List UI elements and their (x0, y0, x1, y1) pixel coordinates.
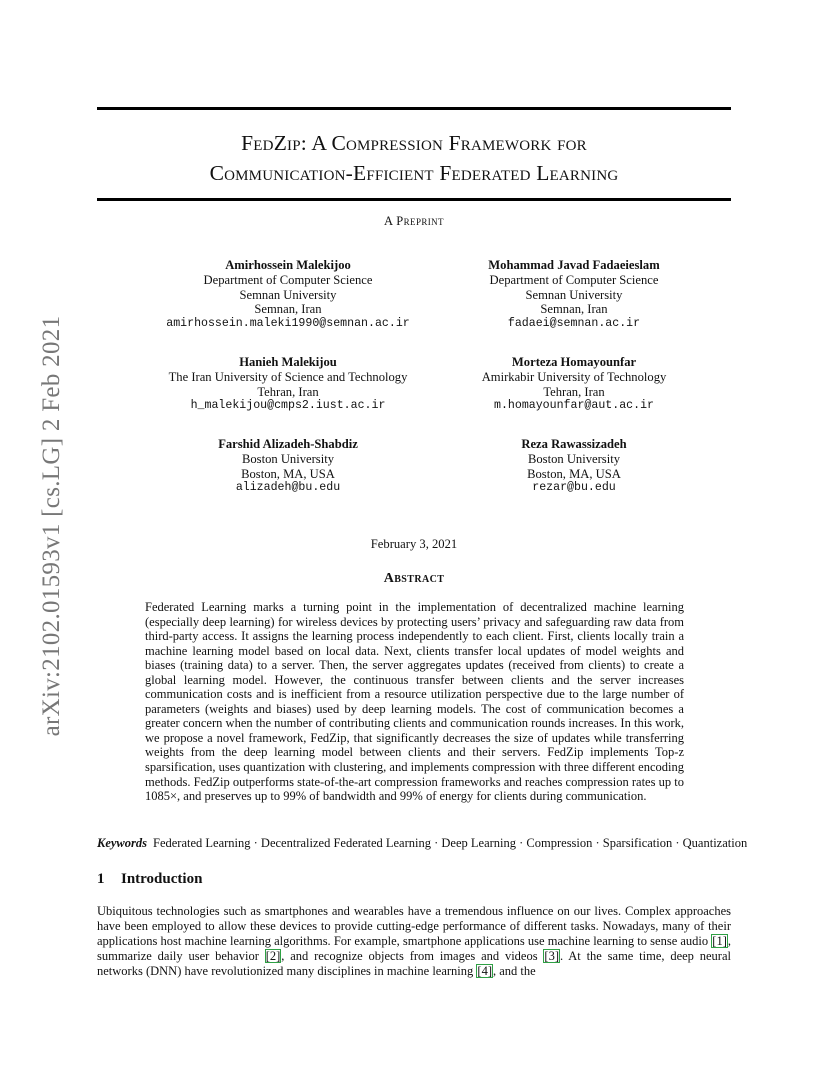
keywords-label: Keywords (97, 836, 147, 850)
author-affiliation: Boston, MA, USA (241, 466, 335, 481)
author-affiliation: Semnan University (239, 287, 337, 302)
author-email: rezar@bu.edu (532, 481, 616, 495)
title-line-2: Communication-Efficient Federated Learning (209, 161, 619, 185)
author-affiliation: Semnan, Iran (254, 302, 322, 317)
arxiv-sidebar-stamp: arXiv:2102.01593v1 [cs.LG] 2 Feb 2021 (38, 315, 65, 737)
author-email: h_malekijou@cmps2.iust.ac.ir (190, 399, 386, 413)
citation-link[interactable]: [4] (477, 964, 492, 978)
author-block-4 (414, 355, 734, 414)
title-top-rule (97, 107, 731, 110)
section-number: 1 (97, 871, 105, 887)
author-name: Morteza Homayounfar (511, 355, 637, 369)
author-affiliation: Semnan, Iran (540, 302, 608, 317)
abstract-heading: Abstract (383, 571, 445, 586)
intro-text: , and the (493, 964, 536, 978)
paper-date: February 3, 2021 (370, 537, 458, 551)
citation-link[interactable]: [2] (265, 949, 281, 963)
author-block-3 (128, 355, 448, 414)
keywords-line (97, 836, 748, 851)
author-name: Farshid Alizadeh-Shabdiz (218, 437, 358, 451)
author-affiliation: Department of Computer Science (203, 272, 373, 287)
author-affiliation: Department of Computer Science (489, 272, 659, 287)
section-title: Introduction (121, 871, 203, 887)
preprint-label: A Preprint (384, 214, 444, 228)
author-email: m.homayounfar@aut.ac.ir (493, 399, 655, 413)
intro-text: Ubiquitous technologies such as smartphones and wearables have a tremendous influence on our lives. Complex approaches have been employed to allow these devices to provide cutting-edge performance of different tasks. Nowadays, many of their applications host machine learning algorithms. For example, smartphone applications use machine learning to sense audio (97, 904, 731, 948)
author-affiliation: The Iran University of Science and Technology (168, 369, 408, 384)
author-affiliation: Amirkabir University of Technology (481, 369, 667, 384)
paper-title (97, 128, 731, 188)
citation-link[interactable]: [1] (712, 934, 727, 948)
author-email: fadaei@semnan.ac.ir (507, 317, 641, 331)
title-line-1: FedZip: A Compression Framework for (241, 131, 587, 155)
keywords-list: Federated Learning · Decentralized Federated Learning · Deep Learning · Compression · Sparsification · Quantization (153, 836, 748, 850)
author-affiliation: Semnan University (525, 287, 623, 302)
abstract-text: Federated Learning marks a turning point in the implementation of decentralized machine learning (especially deep learning) for wireless devices by protecting users’ privacy and safeguarding raw data from third-party access. It assigns the learning process independently to each client. First, clients locally train a machine learning model based on local data. Next, clients transfer local updates of model weights and biases (training data) to a server. Then, the server aggregates updates (received from clients) to create a global learning model. However, the continuous transfer between clients and the server increases communication costs and is inefficient from a resource utilization perspective due to the large number of parameters (weights and biases) used by deep learning models. The cost of communication becomes a greater concern when the number of contributing clients and communication rounds increases. In this work, we propose a novel framework, FedZip, that significantly decreases the size of updates while transferring weights from the deep learning model between clients and their servers. FedZip implements Top-z sparsification, uses quantization with clustering, and implements compression with three different encoding methods. FedZip outperforms state-of-the-art compression frameworks and reaches compression rates up to 1085×, and preserves up to 99% of bandwidth and 99% of energy for clients during communication. (145, 600, 684, 804)
intro-text: , summarize daily user behavior (97, 934, 731, 963)
author-block-5 (128, 437, 448, 496)
author-name: Hanieh Malekijou (239, 355, 337, 369)
author-affiliation: Tehran, Iran (257, 384, 319, 399)
author-name: Mohammad Javad Fadaeieslam (488, 258, 660, 272)
intro-text: . At the same time, deep neural networks (DNN) have revolutionized many disciplines in machine learning (97, 949, 731, 978)
author-block-1 (128, 258, 448, 332)
author-affiliation: Boston University (241, 451, 334, 466)
intro-text: , and recognize objects from images and videos (281, 949, 544, 963)
introduction-paragraph (97, 904, 731, 979)
author-name: Reza Rawassizadeh (521, 437, 627, 451)
author-name: Amirhossein Malekijoo (225, 258, 351, 272)
section-heading-introduction (97, 871, 202, 888)
author-block-6 (414, 437, 734, 496)
author-affiliation: Tehran, Iran (543, 384, 605, 399)
author-affiliation: Boston, MA, USA (527, 466, 621, 481)
citation-link[interactable]: [3] (544, 949, 559, 963)
author-email: alizadeh@bu.edu (235, 481, 341, 495)
title-bottom-rule (97, 198, 731, 201)
author-email: amirhossein.maleki1990@semnan.ac.ir (166, 317, 410, 331)
author-block-2 (414, 258, 734, 332)
author-affiliation: Boston University (527, 451, 620, 466)
